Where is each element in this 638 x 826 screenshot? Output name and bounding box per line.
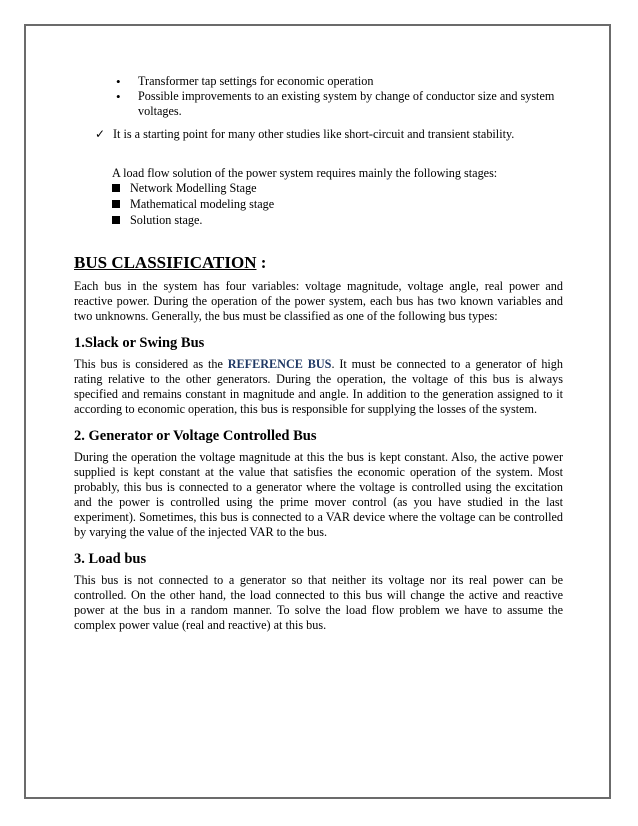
list-item: • Transformer tap settings for economic operation — [116, 74, 374, 89]
uses-list — [74, 74, 563, 119]
check-item: ✓ It is a starting point for many other studies like short-circuit and transient stability. — [95, 127, 515, 141]
stages-list — [112, 181, 563, 229]
load-bus-text: This bus is not connected to a generator so that neither its voltage nor its real power can be controlled. On the other hand, the load connected to this bus will change the active and reactive power at the bus in a random manner. To solve the load flow problem we have to assume the complex power value (real and reactive) at this bus. — [74, 573, 563, 632]
bullet-icon: • — [116, 74, 121, 89]
bus-classification-heading: BUS CLASSIFICATION : — [74, 253, 267, 272]
slack-bus-text: This bus is considered as the REFERENCE BUS. It must be connected to a generator of high rating relative to the other generators. During the operation, the voltage of this bus is always specified and remains constant in magnitude and angle. In addition to the generation assigned to it according to economic operation, this bus is responsible for supplying the losses of the system. — [74, 357, 563, 416]
square-bullet-icon — [112, 213, 130, 229]
list-item: Network Modelling Stage — [112, 181, 563, 197]
document-body — [74, 74, 563, 633]
generator-bus-heading: 2. Generator or Voltage Controlled Bus — [74, 428, 317, 444]
list-item: Solution stage. — [112, 213, 563, 229]
generator-bus-text: During the operation the voltage magnitude at this the bus is kept constant. Also, the active power supplied is kept constant at the value that satisfies the economic operation of the system. Most probably, this bus is connected to a generator where the voltage is controlled using the excitation and the power is controlled using the prime mover control (as you have studied in the last experiment). Sometimes, this bus is connected to a VAR device where the voltage can be controlled by varying the value of the injected VAR to the bus. — [74, 450, 563, 539]
bus-classification-text: Each bus in the system has four variables: voltage magnitude, voltage angle, real power and reactive power. During the operation of the power system, each bus has two known variables and two unknowns. Generally, the bus must be classified as one of the following bus types: — [74, 279, 563, 323]
slack-bus-heading: 1.Slack or Swing Bus — [74, 335, 205, 351]
square-bullet-icon — [112, 197, 130, 213]
list-item: • Possible improvements to an existing system by change of conductor size and system voltages. — [116, 89, 555, 118]
square-bullet-icon — [112, 181, 130, 197]
checkmark-icon: ✓ — [95, 127, 106, 141]
load-bus-heading: 3. Load bus — [74, 551, 147, 567]
stages-intro: A load flow solution of the power system requires mainly the following stages: — [112, 166, 498, 180]
reference-bus-highlight: REFERENCE BUS — [227, 357, 332, 371]
list-item: Mathematical modeling stage — [112, 197, 563, 213]
bullet-icon: • — [116, 89, 121, 104]
stages-block — [74, 166, 563, 229]
